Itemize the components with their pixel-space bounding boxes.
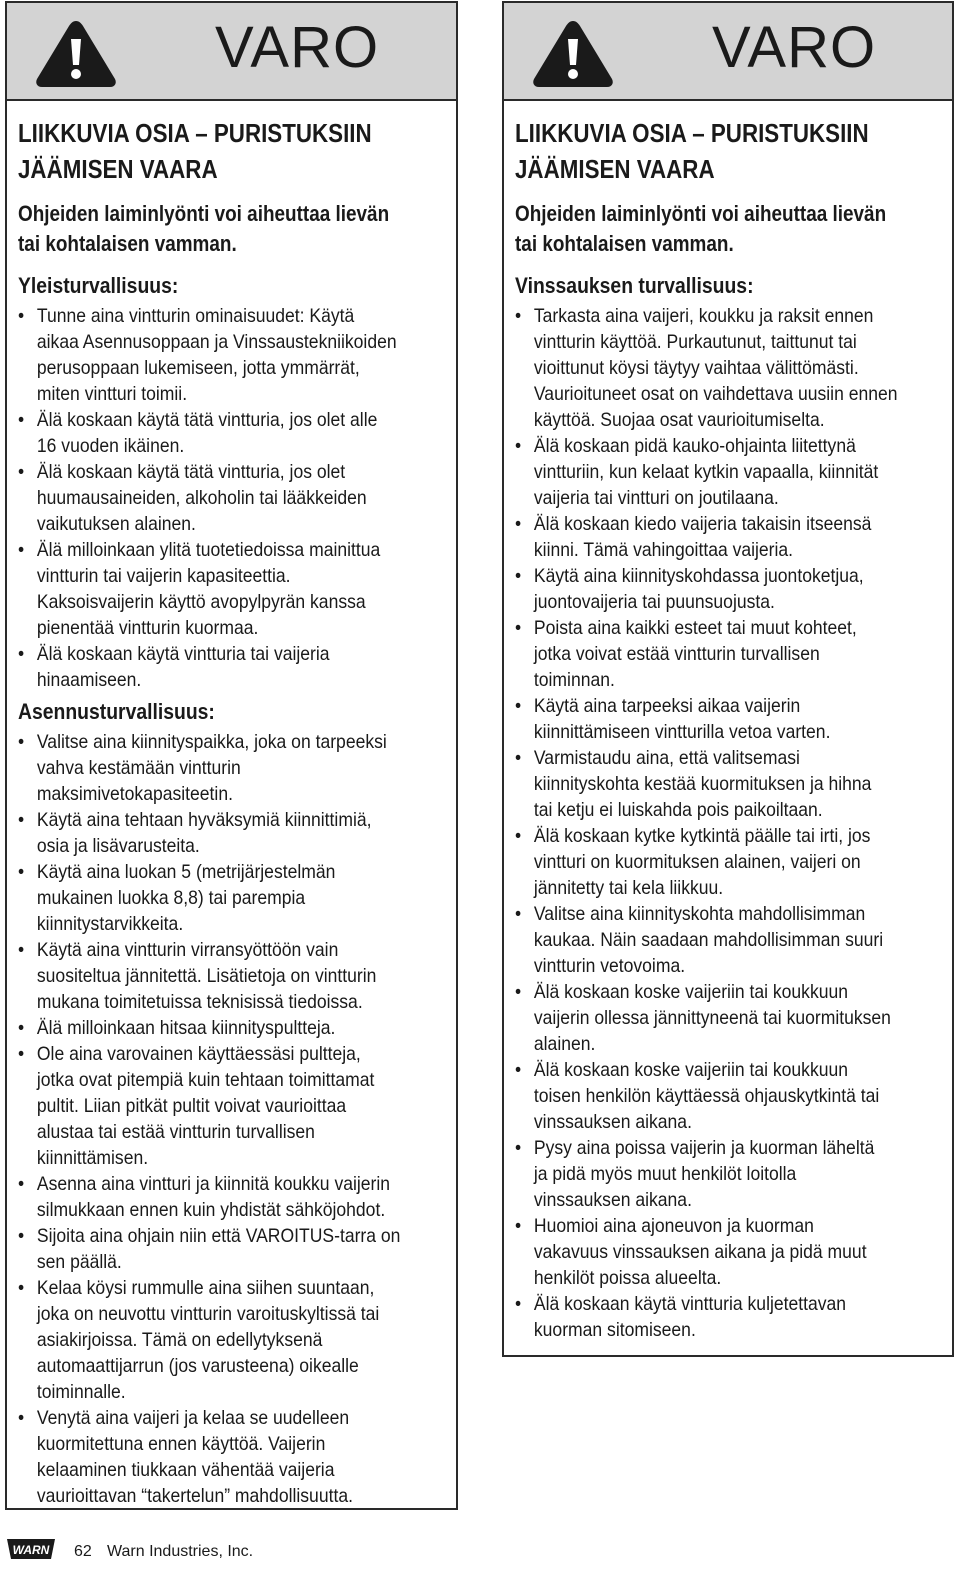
bullet-list xyxy=(515,303,942,1343)
list-item-text: vioittunut köysi täytyy vaihtaa välittömästi. xyxy=(533,357,859,379)
list-item-line xyxy=(18,1301,403,1327)
hazard-statement xyxy=(18,115,386,187)
bullet-icon: • xyxy=(515,1293,522,1315)
list-item-line xyxy=(515,1135,899,1161)
list-item-line xyxy=(515,1031,899,1057)
list-item-text: 16 vuoden ikäinen. xyxy=(36,435,185,457)
signal-banner xyxy=(504,3,952,101)
list-item-text: vaijeria tai vintturi on joutilaana. xyxy=(533,487,779,509)
list-item xyxy=(18,1015,446,1041)
list-item-text: Varmistaudu aina, että valitsemasi xyxy=(533,747,800,769)
list-item-line xyxy=(18,615,403,641)
list-item xyxy=(18,859,446,937)
signal-word: VARO xyxy=(215,15,380,80)
list-item-text: Älä koskaan käytä vintturia kuljetettavan xyxy=(533,1293,847,1315)
list-item-line xyxy=(18,1197,403,1223)
list-item-line xyxy=(18,433,403,459)
list-item-text: automaattijarrun (jos varusteena) oikealle xyxy=(36,1355,359,1377)
list-item xyxy=(515,979,942,1057)
bullet-icon: • xyxy=(18,409,25,431)
bullet-icon: • xyxy=(515,903,522,925)
list-item-text: alainen. xyxy=(533,1033,596,1055)
list-item-text: tai ketju ei luiskahda pois paikoiltaan. xyxy=(533,799,823,821)
list-item-line xyxy=(515,1291,899,1317)
list-item xyxy=(18,1171,446,1223)
list-item-line xyxy=(515,1005,899,1031)
list-item xyxy=(515,693,942,745)
list-item-line xyxy=(18,563,403,589)
list-item-line xyxy=(18,667,403,693)
section-title: Vinssauksen turvallisuus: xyxy=(515,273,754,298)
list-item-text: aikaa Asennusoppaan ja Vinssaustekniikoiden xyxy=(36,331,397,353)
list-item-line xyxy=(515,537,899,563)
list-item-text: kiinnittämisen. xyxy=(36,1147,149,1169)
list-item-line xyxy=(18,1249,403,1275)
list-item-text: kelaaminen tiukkaan vähentää vaijeria xyxy=(36,1459,335,1481)
list-item-line xyxy=(18,1119,403,1145)
list-item-text: Älä koskaan käytä tätä vintturia, jos olet alle xyxy=(36,409,378,431)
bullet-icon: • xyxy=(18,643,25,665)
list-item-line xyxy=(18,1275,403,1301)
list-item xyxy=(515,823,942,901)
list-item-text: Kaksoisvaijerin käyttö avopylpyrän kanssa xyxy=(36,591,366,613)
list-item-line xyxy=(18,1093,403,1119)
list-item-line xyxy=(18,1171,403,1197)
list-item-line xyxy=(515,433,899,459)
list-item-line xyxy=(515,901,899,927)
list-item-text: kiinnitystarvikkeita. xyxy=(36,913,184,935)
list-item-line xyxy=(18,511,403,537)
list-item-text: ja pidä myös muut henkilöt loitolla xyxy=(533,1163,797,1185)
hazard-line: LIIKKUVIA OSIA – PURISTUKSIIN xyxy=(18,118,372,148)
list-item-text: Asenna aina vintturi ja kiinnitä koukku vaijerin xyxy=(36,1173,391,1195)
list-item-text: vahva kestämään vintturin xyxy=(36,757,241,779)
list-item-text: Älä koskaan koske vaijeriin tai koukkuun xyxy=(533,981,849,1003)
list-item-text: vaijerin ollessa jännittyneenä tai kuormituksen xyxy=(533,1007,891,1029)
warning-triangle-icon xyxy=(530,17,616,89)
warn-logo xyxy=(4,1536,58,1562)
list-item-line xyxy=(515,953,899,979)
list-item xyxy=(515,303,942,433)
list-item xyxy=(18,1275,446,1405)
bullet-icon: • xyxy=(18,809,25,831)
warning-triangle-icon xyxy=(33,17,119,89)
list-item-line xyxy=(515,771,899,797)
list-item-text: Sijoita aina ohjain niin että VAROITUS-tarra on xyxy=(36,1225,401,1247)
hazard-line: JÄÄMISEN VAARA xyxy=(515,154,715,184)
list-item-text: Älä koskaan kiedo vaijeria takaisin itseensä xyxy=(533,513,872,535)
list-item-text: kiinnityskohta kestää kuormituksen ja hihna xyxy=(533,773,872,795)
bullet-icon: • xyxy=(515,1137,522,1159)
panel-content xyxy=(7,101,456,1509)
panel-content xyxy=(504,101,952,1343)
list-item-text: Käytä aina luokan 5 (metrijärjestelmän xyxy=(36,861,336,883)
bullet-icon: • xyxy=(18,1173,25,1195)
consequence-line: tai kohtalaisen vamman. xyxy=(515,231,734,256)
list-item-text: vintturin tai vaijerin kapasiteettia. xyxy=(36,565,291,587)
list-item-text: vaurioittavan “takertelun” mahdollisuutta. xyxy=(36,1485,353,1507)
list-item xyxy=(515,615,942,693)
list-item-text: suositeltua jännitettä. Lisätietoja on vintturin xyxy=(36,965,377,987)
list-item-line xyxy=(18,407,403,433)
list-item xyxy=(515,1135,942,1213)
list-item-text: jännitetty tai kela liikkuu. xyxy=(533,877,724,899)
list-item-text: vakavuus vinssauksen aikana ja pidä muut xyxy=(533,1241,867,1263)
list-item-line xyxy=(18,885,403,911)
signal-word: VARO xyxy=(712,15,877,80)
bullet-icon: • xyxy=(515,981,522,1003)
list-item-text: vintturin vetovoima. xyxy=(533,955,686,977)
list-item-text: maksimivetokapasiteetin. xyxy=(36,783,233,805)
logo-text: WARN xyxy=(12,1543,50,1557)
list-item-text: pultit. Liian pitkät pultit voivat vaurioittaa xyxy=(36,1095,347,1117)
list-item-text: Valitse aina kiinnityspaikka, joka on tarpeeksi xyxy=(36,731,387,753)
bullet-icon: • xyxy=(18,731,25,753)
list-item-text: Älä koskaan pidä kauko-ohjainta liitettynä xyxy=(533,435,856,457)
list-item xyxy=(18,937,446,1015)
list-item-line xyxy=(18,641,403,667)
list-item xyxy=(18,1405,446,1509)
hazard-line: LIIKKUVIA OSIA – PURISTUKSIIN xyxy=(515,118,869,148)
list-item-text: huumausaineiden, alkoholin tai lääkkeiden xyxy=(36,487,367,509)
list-item-text: sen päällä. xyxy=(36,1251,122,1273)
list-item-text: perusoppaan lukemiseen, jotta ymmärrät, xyxy=(36,357,360,379)
bullet-icon: • xyxy=(18,1407,25,1429)
list-item-text: käyttöä. Suojaa osat vaurioitumiselta. xyxy=(533,409,825,431)
list-item xyxy=(515,901,942,979)
list-item-line xyxy=(18,937,403,963)
hazard-line: JÄÄMISEN VAARA xyxy=(18,154,218,184)
list-item xyxy=(515,1057,942,1135)
list-item-line xyxy=(515,355,899,381)
list-item-line xyxy=(515,303,899,329)
consequence-statement xyxy=(18,199,390,259)
bullet-icon: • xyxy=(18,1017,25,1039)
signal-banner xyxy=(7,3,456,101)
bullet-icon: • xyxy=(18,461,25,483)
list-item-line xyxy=(18,303,403,329)
warning-panel-left xyxy=(5,1,458,1510)
section-title: Yleisturvallisuus: xyxy=(18,273,179,298)
list-item-text: kaukaa. Näin saadaan mahdollisimman suuri xyxy=(533,929,884,951)
list-item-line xyxy=(18,1457,403,1483)
list-item-text: mukana toimitetuissa teknisissä tiedoissa. xyxy=(36,991,363,1013)
list-item-text: Käytä aina vintturin virransyöttöön vain xyxy=(36,939,339,961)
list-item-text: toiminnalle. xyxy=(36,1381,126,1403)
list-item-text: kiinni. Tämä vahingoittaa vaijeria. xyxy=(533,539,794,561)
list-item-line xyxy=(18,459,403,485)
list-item-text: Vaurioituneet osat on vaihdettava uusiin ennen xyxy=(533,383,898,405)
list-item-line xyxy=(18,911,403,937)
bullet-icon: • xyxy=(515,695,522,717)
list-item-text: Älä koskaan käytä vintturia tai vaijeria xyxy=(36,643,330,665)
list-item-line xyxy=(18,1145,403,1171)
bullet-list xyxy=(18,303,446,693)
list-item-text: Poista aina kaikki esteet tai muut kohteet, xyxy=(533,617,857,639)
list-item-line xyxy=(18,729,403,755)
bullet-icon: • xyxy=(18,539,25,561)
list-item-text: osia ja lisävarusteita. xyxy=(36,835,200,857)
list-item-line xyxy=(515,511,899,537)
list-item-line xyxy=(515,589,899,615)
company-name: Warn Industries, Inc. xyxy=(107,1543,254,1560)
list-item xyxy=(18,459,446,537)
list-item-text: kuorman sitomiseen. xyxy=(533,1319,696,1341)
list-item-text: Käytä aina kiinnityskohdassa juontoketjua, xyxy=(533,565,864,587)
list-item xyxy=(515,563,942,615)
list-item-text: kuormitettuna ennen käyttöä. Vaijerin xyxy=(36,1433,326,1455)
list-item-line xyxy=(515,459,899,485)
list-item-line xyxy=(18,1353,403,1379)
list-item-line xyxy=(18,755,403,781)
list-item-text: Käytä aina tehtaan hyväksymiä kiinnittimiä, xyxy=(36,809,372,831)
list-item-text: Älä koskaan koske vaijeriin tai koukkuun xyxy=(533,1059,849,1081)
list-item-text: alustaa tai estää vintturin turvallisen xyxy=(36,1121,315,1143)
list-item-line xyxy=(515,797,899,823)
list-item-line xyxy=(18,781,403,807)
list-item xyxy=(18,303,446,407)
warning-panel-right xyxy=(502,1,954,1357)
bullet-icon: • xyxy=(515,1215,522,1237)
list-item xyxy=(18,641,446,693)
page-number: 62 xyxy=(74,1543,92,1560)
list-item-text: Tarkasta aina vaijeri, koukku ja raksit ennen xyxy=(533,305,874,327)
list-item-line xyxy=(18,1015,403,1041)
list-item-text: Valitse aina kiinnityskohta mahdollisimman xyxy=(533,903,866,925)
list-item-line xyxy=(18,589,403,615)
bullet-icon: • xyxy=(18,1225,25,1247)
list-item-text: joka on neuvottu vintturin varoituskyltissä tai xyxy=(36,1303,380,1325)
list-item-line xyxy=(515,745,899,771)
list-item-text: pienentää vintturin kuormaa. xyxy=(36,617,259,639)
list-item-line xyxy=(515,1057,899,1083)
list-item-line xyxy=(515,979,899,1005)
list-item-line xyxy=(515,1265,899,1291)
list-item-text: Älä koskaan käytä tätä vintturia, jos olet xyxy=(36,461,346,483)
list-item-line xyxy=(18,833,403,859)
list-item-text: Kelaa köysi rummulle aina siihen suuntaan, xyxy=(36,1277,375,1299)
list-item-line xyxy=(515,875,899,901)
list-item-line xyxy=(515,1083,899,1109)
list-item-line xyxy=(18,1223,403,1249)
list-item-line xyxy=(515,667,899,693)
list-item-text: Ole aina varovainen käyttäessäsi pultteja, xyxy=(36,1043,361,1065)
list-item-line xyxy=(515,1239,899,1265)
list-item-line xyxy=(18,989,403,1015)
list-item-line xyxy=(18,1041,403,1067)
list-item-line xyxy=(515,381,899,407)
list-item-line xyxy=(515,1187,899,1213)
list-item-line xyxy=(18,537,403,563)
list-item-text: toisen henkilön käyttäessä ohjauskytkintä tai xyxy=(533,1085,880,1107)
list-item-text: vaikutuksen alainen. xyxy=(36,513,196,535)
bullet-icon: • xyxy=(18,1043,25,1065)
list-item xyxy=(515,433,942,511)
bullet-icon: • xyxy=(18,861,25,883)
list-item-text: juontovaijeria tai puunsuojusta. xyxy=(533,591,775,613)
list-item-text: Älä milloinkaan hitsaa kiinnityspultteja. xyxy=(36,1017,336,1039)
list-item-text: Älä milloinkaan ylitä tuotetiedoissa mainittua xyxy=(36,539,381,561)
list-item-line xyxy=(515,563,899,589)
list-item-line xyxy=(515,1213,899,1239)
list-item xyxy=(18,537,446,641)
hazard-statement xyxy=(515,115,882,187)
list-item-text: Älä koskaan kytke kytkintä päälle tai irti, jos xyxy=(533,825,871,847)
list-item-text: mukainen luokka 8,8) tai parempia xyxy=(36,887,306,909)
bullet-icon: • xyxy=(515,565,522,587)
list-item-line xyxy=(18,859,403,885)
list-item-line xyxy=(18,1327,403,1353)
bullet-icon: • xyxy=(18,305,25,327)
consequence-line: Ohjeiden laiminlyönti voi aiheuttaa lievän xyxy=(18,201,390,226)
list-item-line xyxy=(515,823,899,849)
list-item-text: Huomioi aina ajoneuvon ja kuorman xyxy=(533,1215,814,1237)
list-item-text: asiakirjoissa. Tämä on edellytyksenä xyxy=(36,1329,323,1351)
list-item-line xyxy=(515,407,899,433)
list-item xyxy=(18,1223,446,1275)
list-item-text: vinssauksen aikana. xyxy=(533,1111,692,1133)
list-item-text: Venytä aina vaijeri ja kelaa se uudelleen xyxy=(36,1407,350,1429)
list-item xyxy=(18,807,446,859)
list-item-text: vintturi on kuormituksen alainen, vaijeri on xyxy=(533,851,861,873)
list-item xyxy=(18,407,446,459)
bullet-list xyxy=(18,729,446,1509)
consequence-line: Ohjeiden laiminlyönti voi aiheuttaa lievän xyxy=(515,201,887,226)
list-item-line xyxy=(515,693,899,719)
list-item-line xyxy=(515,641,899,667)
bullet-icon: • xyxy=(515,747,522,769)
list-item-line xyxy=(515,1109,899,1135)
list-item-line xyxy=(18,1067,403,1093)
list-item-text: henkilöt poissa alueelta. xyxy=(533,1267,722,1289)
list-item-line xyxy=(515,849,899,875)
list-item-line xyxy=(18,807,403,833)
list-item-text: Käytä aina tarpeeksi aikaa vaijerin xyxy=(533,695,801,717)
list-item xyxy=(515,1213,942,1291)
list-item xyxy=(515,511,942,563)
bullet-icon: • xyxy=(515,1059,522,1081)
list-item-line xyxy=(18,381,403,407)
list-item-line xyxy=(515,719,899,745)
list-item-line xyxy=(18,355,403,381)
list-item xyxy=(18,1041,446,1171)
bullet-icon: • xyxy=(515,617,522,639)
section-title: Asennusturvallisuus: xyxy=(18,699,215,724)
list-item-text: kiinnittämiseen vintturilla vetoa varten. xyxy=(533,721,831,743)
list-item-line xyxy=(18,1405,403,1431)
list-item-line xyxy=(515,1317,899,1343)
list-item-line xyxy=(515,329,899,355)
list-item-text: hinaamiseen. xyxy=(36,669,142,691)
bullet-icon: • xyxy=(515,435,522,457)
list-item-text: toiminnan. xyxy=(533,669,615,691)
list-item-line xyxy=(515,1161,899,1187)
list-item-line xyxy=(515,927,899,953)
bullet-icon: • xyxy=(18,939,25,961)
list-item-line xyxy=(18,1379,403,1405)
list-item-text: Tunne aina vintturin ominaisuudet: Käytä xyxy=(36,305,355,327)
list-item-line xyxy=(18,1431,403,1457)
list-item xyxy=(515,1291,942,1343)
list-item xyxy=(515,745,942,823)
consequence-line: tai kohtalaisen vamman. xyxy=(18,231,237,256)
list-item xyxy=(18,729,446,807)
list-item-text: silmukkaan ennen kuin yhdistät sähköjohdot. xyxy=(36,1199,386,1221)
list-item-line xyxy=(515,615,899,641)
list-item-text: Pysy aina poissa vaijerin ja kuorman läheltä xyxy=(533,1137,875,1159)
list-item-text: vinssauksen aikana. xyxy=(533,1189,692,1211)
list-item-line xyxy=(18,1483,403,1509)
list-item-line xyxy=(18,485,403,511)
list-item-text: jotka voivat estää vintturin turvallisen xyxy=(533,643,820,665)
list-item-text: jotka ovat pitempiä kuin tehtaan toimittamat xyxy=(36,1069,375,1091)
bullet-icon: • xyxy=(515,305,522,327)
list-item-line xyxy=(515,485,899,511)
bullet-icon: • xyxy=(515,513,522,535)
list-item-line xyxy=(18,963,403,989)
list-item-text: vintturin käyttöä. Purkautunut, taittunut tai xyxy=(533,331,857,353)
list-item-line xyxy=(18,329,403,355)
list-item-text: vintturiin, kun kelaat kytkin vapaalla, kiinnität xyxy=(533,461,879,483)
bullet-icon: • xyxy=(515,825,522,847)
consequence-statement xyxy=(515,199,887,259)
bullet-icon: • xyxy=(18,1277,25,1299)
list-item-text: miten vintturi toimii. xyxy=(36,383,188,405)
